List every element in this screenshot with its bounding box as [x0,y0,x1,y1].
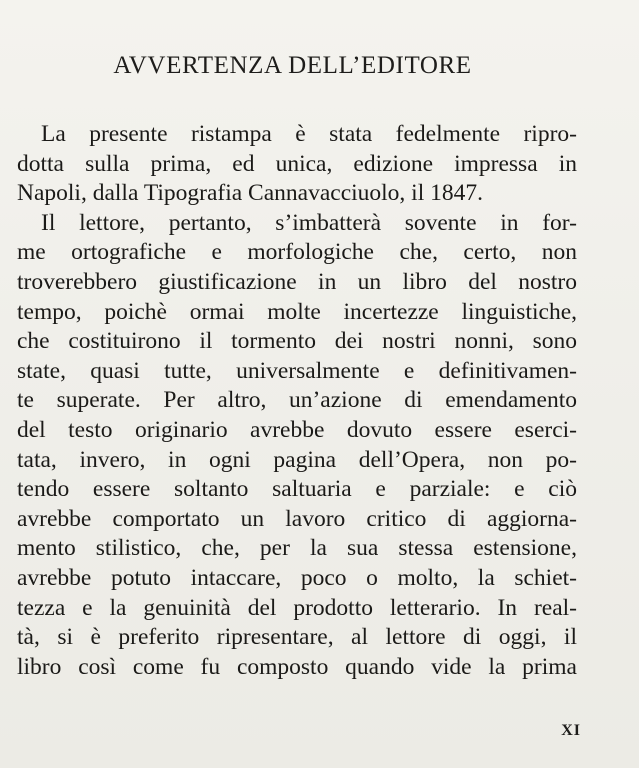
text-line: che costituirono il tormento dei nostri nonni, sono [17,328,577,355]
text-line: La presente ristampa è stata fedelmente ripro- [41,121,577,147]
text-line: tà, si è preferito ripresentare, al lettore di oggi, il [17,624,577,651]
text-line: libro così come fu composto quando vide la prima [17,653,577,680]
page-title: AVVERTENZA DELL’EDITORE [113,52,472,79]
text-line: troverebbero giustificazione in un libro del nostro [17,268,577,295]
text-line: Napoli, dalla Tipografia Cannavacciuolo, il 1847. [17,180,483,207]
text-line: tendo essere soltanto saltuaria e parziale: e ciò [17,476,577,503]
page-number: XI [561,722,581,739]
body-text [17,120,577,682]
text-line: tempo, poichè ormai molte incertezze linguistiche, [17,298,577,325]
text-line: Il lettore, pertanto, s’imbatterà sovente in for- [41,209,577,236]
text-line: te superate. Per altro, un’azione di emendamento [17,387,577,414]
text-line: del testo originario avrebbe dovuto essere eserci- [17,416,577,443]
text-line: avrebbe comportato un lavoro critico di aggiorna- [17,505,577,532]
text-line: tezza e la genuinità del prodotto letterario. In real- [17,594,577,621]
text-line: dotta sulla prima, ed unica, edizione impressa in [17,150,577,177]
text-line: tata, invero, in ogni pagina dell’Opera, non po- [17,446,577,473]
text-line: me ortografiche e morfologiche che, certo, non [17,239,577,266]
text-line: avrebbe potuto intaccare, poco o molto, la schiet- [17,564,577,591]
text-line: state, quasi tutte, universalmente e definitivamen- [17,357,577,384]
text-line: mento stilistico, che, per la sua stessa estensione, [17,535,577,562]
